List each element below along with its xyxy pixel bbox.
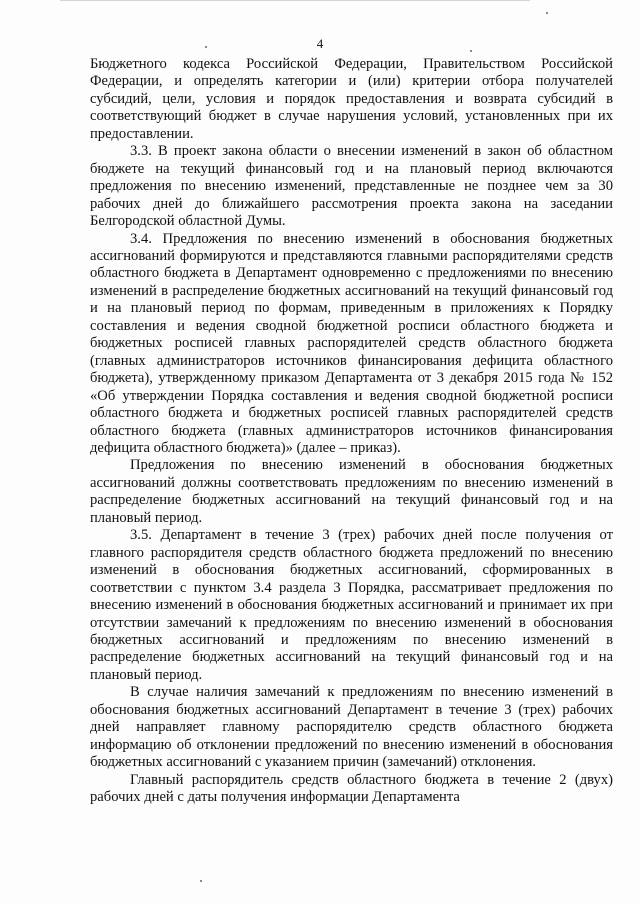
paragraph-3-4-proposals: Предложения по внесению изменений в обоснования бюджетных ассигнований должны соответствовать предложениям по внесению изменений в распределение бюджетных ассигнований на текущий финансовый год и на плановый период. bbox=[90, 457, 613, 526]
scan-speck bbox=[546, 12, 548, 14]
scan-speck bbox=[200, 880, 202, 882]
paragraph-3-5: 3.5. Департамент в течение 3 (трех) рабочих дней после получения от главного распорядителя средств областного бюджета предложений по внесению изменений в обоснования бюджетных ассигнований, сформированных в соответствии с пунктом 3.4 раздела 3 Порядка, рассматривает предложения по внесению изменений в обоснования бюджетных ассигнований и принимает их при отсутствии замечаний к предложениям по внесению изменений в обоснования бюджетных ассигнований и предложениям по внесению изменений в распределение бюджетных ассигнований на текущий финансовый год и на плановый период. bbox=[90, 527, 613, 683]
paragraph-3-4: 3.4. Предложения по внесению изменений в обоснования бюджетных ассигнований формируются и представляются главными распорядителями средств областного бюджета в Департамент одновременно с предложениями по внесению изменений в распределение бюджетных ассигнований на текущий финансовый год и на плановый период по формам, приведенным в приложениях к Порядку составления и ведения сводной бюджетной росписи областного бюджета и бюджетных росписей главных распорядителей средств областного бюджета (главных администраторов источников финансирования дефицита областного бюджета), утвержденному приказом Департамента от 3 декабря 2015 года № 152 «Об утверждении Порядка составления и ведения сводной бюджетной росписи областного бюджета и бюджетных росписей главных распорядителей средств областного бюджета (главных администраторов источников финансирования дефицита областного бюджета)» (далее – приказ). bbox=[90, 230, 613, 456]
scan-speck bbox=[470, 50, 472, 52]
paragraph-continuation: Бюджетного кодекса Российской Федерации, Правительством Российской Федерации, и определять категории и (или) критерии отбора получателей субсидий, цели, условия и порядок предоставления и возврата субсидий в соответствующий бюджет в случае нарушения условий, установленных при их предоставлении. bbox=[90, 56, 613, 142]
page-number: 4 bbox=[316, 36, 324, 51]
scan-speck bbox=[205, 46, 207, 48]
scan-edge-line bbox=[60, 0, 530, 4]
paragraph-3-3: 3.3. В проект закона области о внесении изменений в закон об областном бюджете на текущий финансовый год и на плановый период включаются предложения по внесению изменений, представленные не позднее чем за 30 рабочих дней до ближайшего рассмотрения проекта закона на заседании Белгородской областной Думы. bbox=[90, 143, 613, 230]
paragraph-3-5-remarks: В случае наличия замечаний к предложениям по внесению изменений в обоснования бюджетных ассигнований Департамент в течение 3 (трех) рабочих дней направляет главному распорядителю средств областного бюджета информацию об отклонении предложений по внесению изменений в обоснования бюджетных ассигнований с указанием причин (замечаний) отклонения. bbox=[90, 684, 613, 771]
document-body bbox=[90, 56, 613, 806]
paragraph-3-5-main-manager: Главный распорядитель средств областного бюджета в течение 2 (двух) рабочих дней с даты получения информации Департамента bbox=[90, 771, 613, 806]
